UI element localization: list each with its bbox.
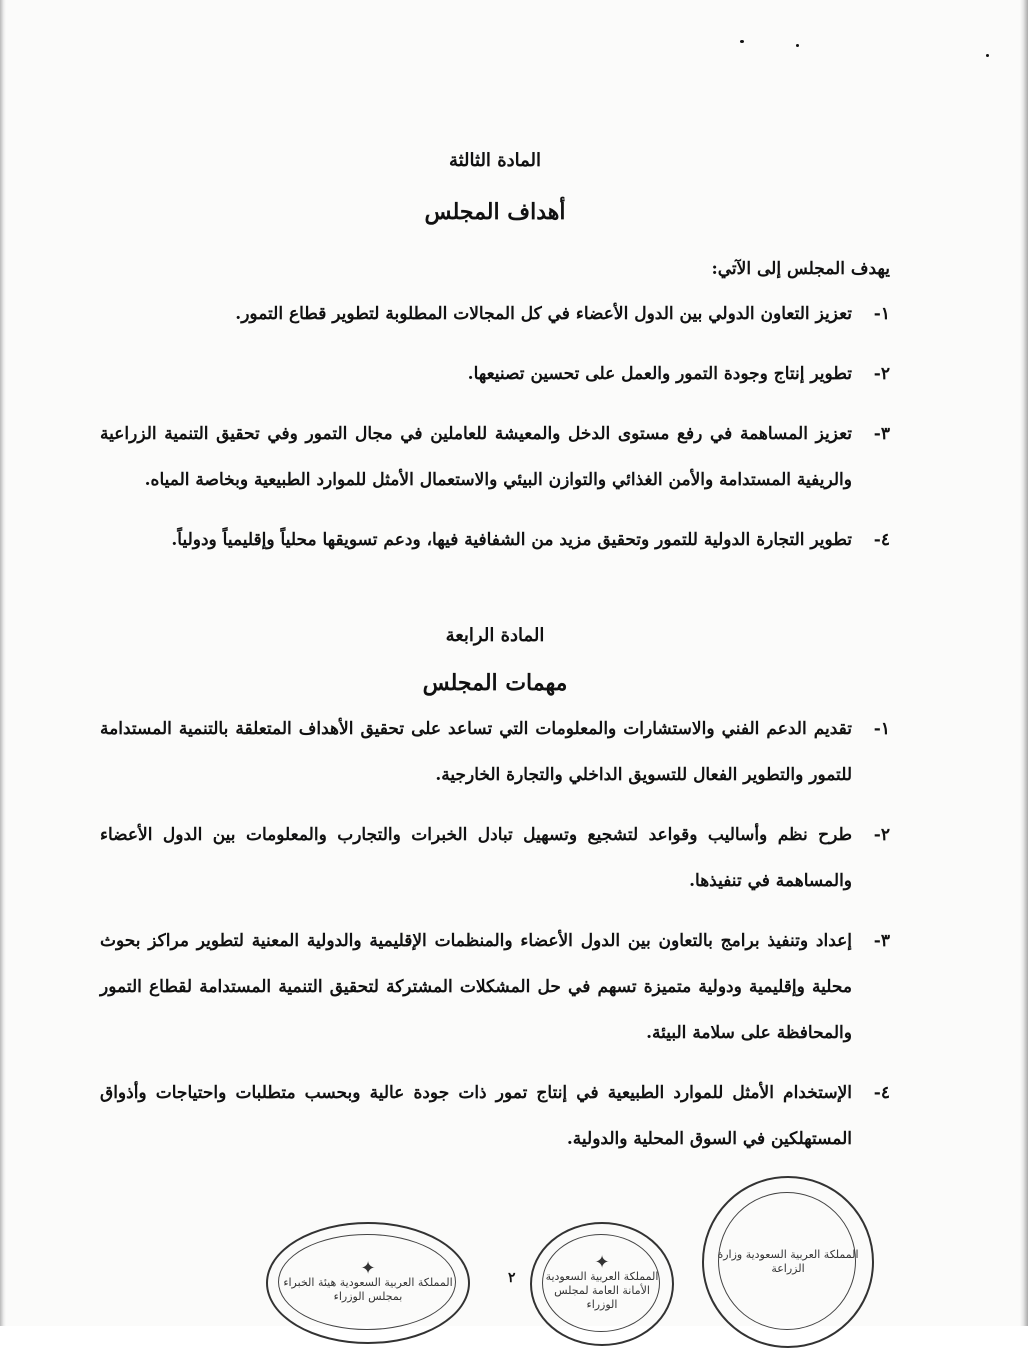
item-text: تطوير التجارة الدولية للتمور وتحقيق مزيد من الشفافية فيها، ودعم تسويقها محلياً وإقليمياً ودولياً. (171, 530, 852, 550)
article-3-subtitle: أهداف المجلس (424, 199, 566, 225)
seal-council-secretariat (530, 1222, 674, 1346)
scan-edge-right (1020, 0, 1028, 1326)
item-text: تقديم الدعم الفني والاستشارات والمعلومات التي تساعد على تحقيق الأهداف المتعلقة بالتنمية المستدامة للتمور والتطوير الفعال للتسويق الداخلي والتجارة الخارجية. (100, 719, 852, 785)
scan-speck (740, 40, 744, 43)
list-item (100, 351, 890, 397)
item-number: ٤- (873, 530, 890, 550)
item-number: ٤- (873, 1083, 890, 1103)
article-3-intro: يهدف المجلس إلى الآتي: (711, 259, 890, 279)
item-number: ٣- (873, 424, 890, 444)
list-item (100, 812, 890, 904)
seal-center-text: المملكة العربية السعودية الأمانة العامة لمجلس الوزراء (545, 1270, 659, 1311)
list-item (100, 706, 890, 798)
article-4-list (100, 706, 890, 1162)
scan-edge-left (0, 0, 6, 1326)
seal-left-text: المملكة العربية السعودية هيئة الخبراء بمجلس الوزراء (283, 1276, 453, 1303)
item-text: طرح نظم وأساليب وقواعد لتشجيع وتسهيل تبادل الخبرات والتجارب والمعلومات بين الدول الأعضاء والمساهمة في تنفيذها. (100, 825, 852, 891)
article-4-title: المادة الرابعة (445, 625, 545, 646)
page-number: ٢ (508, 1270, 516, 1286)
seal-emblem-icon: ✦ (360, 1258, 376, 1279)
list-item (100, 411, 890, 503)
item-number: ١- (873, 719, 890, 739)
item-number: ١- (873, 304, 890, 324)
seal-right-text: المملكة العربية السعودية وزارة الزراعة (717, 1248, 859, 1275)
item-number: ٣- (873, 931, 890, 951)
item-text: تعزيز التعاون الدولي بين الدول الأعضاء في كل المجالات المطلوبة لتطوير قطاع التمور. (235, 304, 852, 324)
scan-speck (986, 54, 989, 57)
list-item (100, 517, 890, 563)
item-text: الإستخدام الأمثل للموارد الطبيعية في إنتاج تمور ذات جودة عالية وبحسب متطلبات واحتياجات وأذواق المستهلكين في السوق المحلية والدولية. (100, 1083, 852, 1149)
seal-emblem-icon: ✦ (594, 1252, 610, 1273)
item-text: إعداد وتنفيذ برامج بالتعاون بين الدول الأعضاء والمنظمات الإقليمية والدولية المعنية لتطوير مراكز بحوث محلية وإقليمية ودولية متميزة تسهم في حل المشكلات المشتركة لتحقيق التنمية المستدامة لقطاع التمور والمحافظة على سلامة البيئة. (100, 931, 852, 1043)
item-number: ٢- (873, 825, 890, 845)
seal-ministry-agriculture (702, 1176, 874, 1348)
article-4-subtitle: مهمات المجلس (422, 670, 568, 696)
scan-speck (796, 44, 799, 47)
list-item (100, 918, 890, 1056)
item-text: تعزيز المساهمة في رفع مستوى الدخل والمعيشة للعاملين في مجال التمور وفي تحقيق التنمية الزراعية والريفية المستدامة والأمن الغذائي والتوازن البيئي والاستعمال الأمثل للموارد الطبيعية وبخاصة المياه. (100, 424, 852, 490)
article-3-list (100, 291, 890, 563)
item-number: ٢- (873, 364, 890, 384)
section-spacer (100, 563, 890, 625)
item-text: تطوير إنتاج وجودة التمور والعمل على تحسين تصنيعها. (467, 364, 852, 384)
list-item (100, 291, 890, 337)
list-item (100, 1070, 890, 1162)
document-body (100, 150, 890, 1162)
article-3-title: المادة الثالثة (448, 150, 542, 171)
